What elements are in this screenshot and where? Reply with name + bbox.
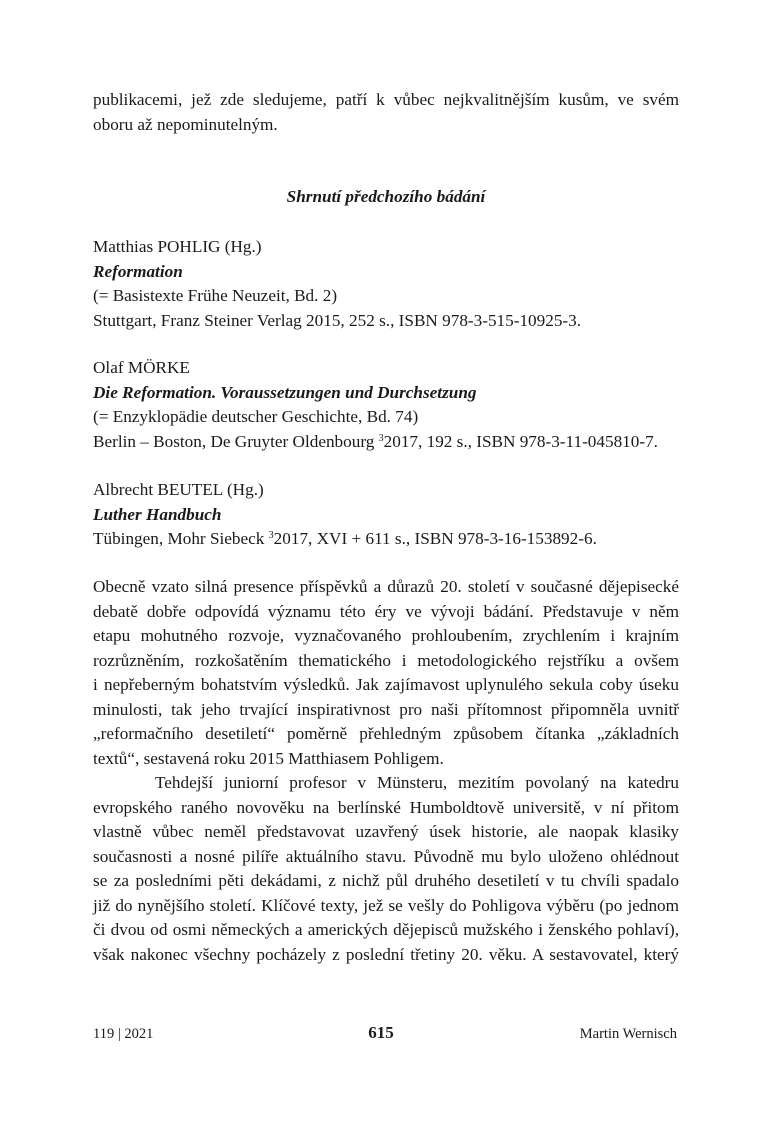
- text-line: se za posledními pěti dekádami, z nichž půl druhého desetiletí v tu chvíli spadalo: [93, 871, 679, 890]
- imprint-text: Tübingen, Mohr Siebeck: [93, 529, 269, 548]
- text-line: i nepřeberným bohatstvím výsledků. Jak zajímavost uplynulého sekula coby úseku: [93, 675, 679, 694]
- intro-line: publikacemi, jež zde sledujeme, patří k vůbec nejkvalitnějším kusům, ve svém: [93, 90, 679, 109]
- body-paragraph-2: [93, 771, 679, 967]
- text-line: však nakonec všechny pocházely z poslední třetiny 20. věku. A sestavovatel, který: [93, 944, 679, 964]
- intro-paragraph: [93, 88, 679, 137]
- book-author: Albrecht BEUTEL (Hg.): [93, 480, 264, 499]
- text-line: rozrůzněním, rozkošatěním thematického i metodologického rejstříku a ovšem: [93, 650, 679, 670]
- book-entry-pohlig: [93, 235, 679, 333]
- text-line: Tehdejší juniorní profesor v Münsteru, mezitím povolaný na katedru: [155, 773, 679, 792]
- book-author: Olaf MÖRKE: [93, 358, 190, 377]
- text-line: či dvou od osmi německých a amerických dějepisců mužského i ženského pohlaví),: [93, 920, 679, 939]
- edition-superscript: 3: [378, 432, 384, 444]
- footer-issue: 119 | 2021: [93, 1026, 154, 1042]
- intro-line: oboru až nepominutelným.: [93, 114, 278, 134]
- text-line: etapu mohutného rozvoje, vyznačovaného prohloubením, zrychlením i krajním: [93, 626, 679, 645]
- book-title: Reformation: [93, 261, 183, 281]
- footer-author: Martin Wernisch: [579, 1026, 677, 1042]
- book-title: Die Reformation. Voraussetzungen und Durchsetzung: [93, 382, 477, 402]
- book-series: (= Enzyklopädie deutscher Geschichte, Bd. 74): [93, 407, 419, 426]
- book-entry-beutel: [93, 478, 679, 552]
- book-author: Matthias POHLIG (Hg.): [93, 237, 262, 256]
- book-imprint: Stuttgart, Franz Steiner Verlag 2015, 252 s., ISBN 978-3-515-10925-3.: [93, 310, 582, 330]
- body-paragraph-1: [93, 575, 679, 771]
- text-line: již do nynějšího století. Klíčové texty, jež se vešly do Pohligova výběru (po jednom: [93, 895, 679, 915]
- book-series: (= Basistexte Frühe Neuzeit, Bd. 2): [93, 286, 338, 305]
- text-line: textů“, sestavená roku 2015 Matthiasem Pohligem.: [93, 748, 444, 768]
- text-line: minulosti, tak jeho trvající inspirativnost pro naši přítomnost připomněla uvnitř: [93, 699, 679, 719]
- text-line: evropského raného novověku na berlínské Humboldtově universitě, v ní přitom: [93, 797, 679, 817]
- book-imprint: [93, 527, 679, 552]
- text-line: vlastně vůbec neměl představovat uzavřený úsek historie, ale naopak klasiky: [93, 822, 679, 841]
- imprint-text: 2017, 192 s., ISBN 978-3-11-045810-7.: [383, 431, 658, 451]
- imprint-text: 2017, XVI + 611 s., ISBN 978-3-16-153892-6.: [273, 529, 597, 548]
- text-line: „reformačního desetiletí“ poměrně přehledným způsobem čítanka „základních: [93, 724, 679, 743]
- text-line: Obecně vzato silná presence příspěvků a důrazů 20. století v současné dějepisecké: [93, 577, 679, 596]
- imprint-text: Berlin – Boston, De Gruyter Oldenbourg: [93, 431, 379, 451]
- book-entry-morke: [93, 356, 679, 454]
- section-heading: Shrnutí předchozího bádání: [286, 187, 486, 206]
- text-line: současnosti a nosné pilíře aktuálního stavu. Původně mu bylo uloženo ohlédnout: [93, 846, 679, 866]
- book-imprint: [93, 430, 679, 455]
- edition-superscript: 3: [268, 530, 274, 541]
- text-line: debatě dobře odpovídá významu této éry ve vývoji bádání. Představuje v něm: [93, 601, 679, 621]
- book-title: Luther Handbuch: [93, 504, 222, 524]
- page-number: 615: [368, 1023, 394, 1042]
